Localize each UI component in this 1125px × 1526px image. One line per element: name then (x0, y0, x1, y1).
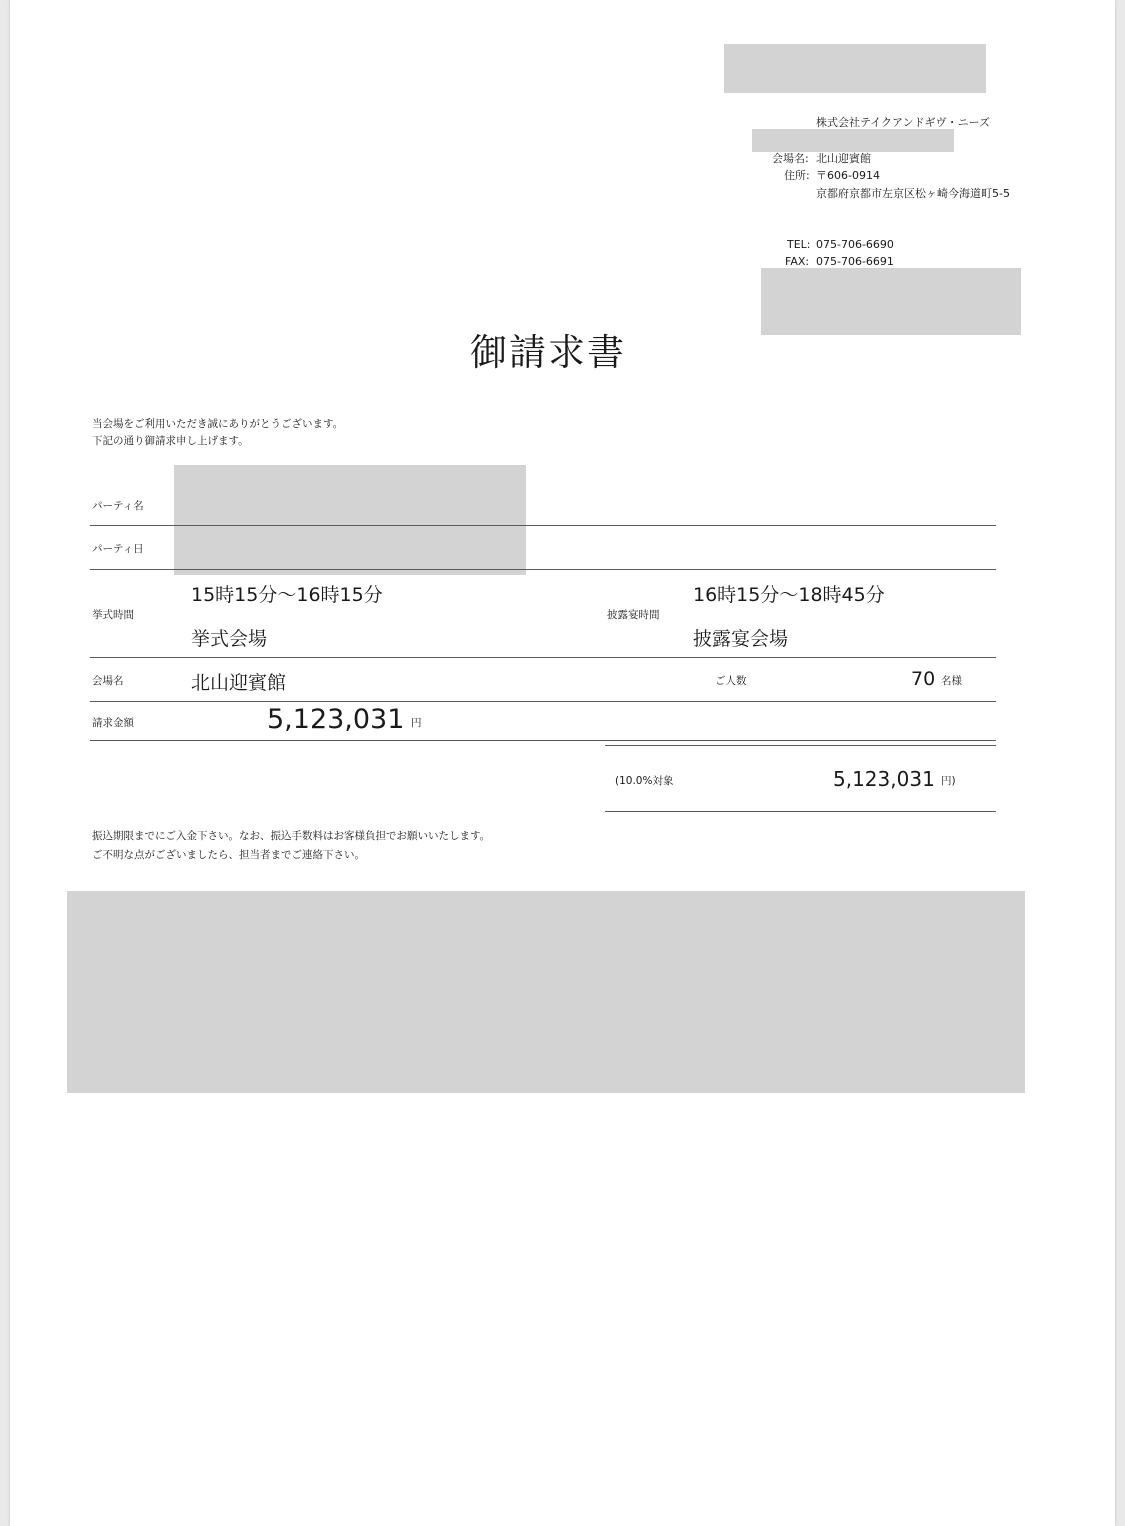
tax-divider-bottom (605, 811, 996, 812)
tax-label: (10.0%対象 (615, 775, 674, 787)
issuer-tel: 075-706-6690 (816, 238, 894, 251)
ceremony-time: 15時15分〜16時15分 (191, 584, 383, 606)
greeting-line-2: 下記の通り御請求申し上げます。 (92, 435, 249, 447)
reception-time: 16時15分〜18時45分 (693, 584, 885, 606)
row-divider (90, 740, 996, 741)
issuer-venue-label: 会場名: (772, 152, 809, 165)
issuer-fax: 075-706-6691 (816, 255, 894, 268)
amount-unit: 円 (411, 717, 422, 729)
row-divider (90, 569, 996, 570)
redacted-bank-info (67, 891, 1025, 1093)
issuer-tel-label: TEL: (787, 238, 811, 251)
reception-time-label: 披露宴時間 (607, 609, 660, 621)
guests-label: ご人数 (715, 675, 747, 687)
issuer-address-label: 住所: (784, 169, 810, 182)
row-divider (90, 525, 996, 526)
guests-unit: 名様 (941, 675, 962, 687)
greeting-line-1: 当会場をご利用いただき誠にありがとうございます。 (92, 418, 344, 430)
redacted-party-info (174, 465, 526, 575)
ceremony-venue: 挙式会場 (191, 628, 268, 650)
issuer-postal: 〒606-0914 (816, 169, 880, 182)
venue-label: 会場名 (92, 675, 124, 687)
note-line-2: ご不明な点がございましたら、担当者までご連絡下さい。 (92, 849, 365, 861)
reception-venue: 披露宴会場 (693, 628, 789, 650)
tax-divider-top (605, 745, 996, 746)
tax-value: 5,123,031 (833, 767, 935, 791)
invoice-page (10, 0, 1115, 1526)
party-name-label: パーティ名 (92, 500, 144, 512)
row-divider (90, 701, 996, 702)
issuer-address: 京都府京都市左京区松ヶ崎今海道町5-5 (816, 187, 1010, 200)
tax-unit: 円) (941, 775, 956, 787)
guests-value: 70 (911, 668, 936, 690)
ceremony-time-label: 挙式時間 (92, 609, 134, 621)
venue-value: 北山迎賓館 (191, 672, 287, 694)
page-title: 御請求書 (470, 331, 626, 374)
issuer-company: 株式会社テイクアンドギヴ・ニーズ (816, 116, 991, 129)
row-divider (90, 657, 996, 658)
party-date-label: パーティ日 (92, 543, 144, 555)
note-line-1: 振込期限までにご入金下さい。なお、振込手数料はお客様負担でお願いいたします。 (92, 830, 491, 842)
amount-value: 5,123,031 (267, 704, 405, 735)
redacted-branch (752, 129, 954, 152)
issuer-venue-value: 北山迎賓館 (816, 152, 871, 165)
redacted-logo (724, 44, 986, 93)
redacted-stamp (761, 268, 1021, 335)
issuer-fax-label: FAX: (785, 255, 810, 268)
amount-label: 請求金額 (92, 717, 134, 729)
